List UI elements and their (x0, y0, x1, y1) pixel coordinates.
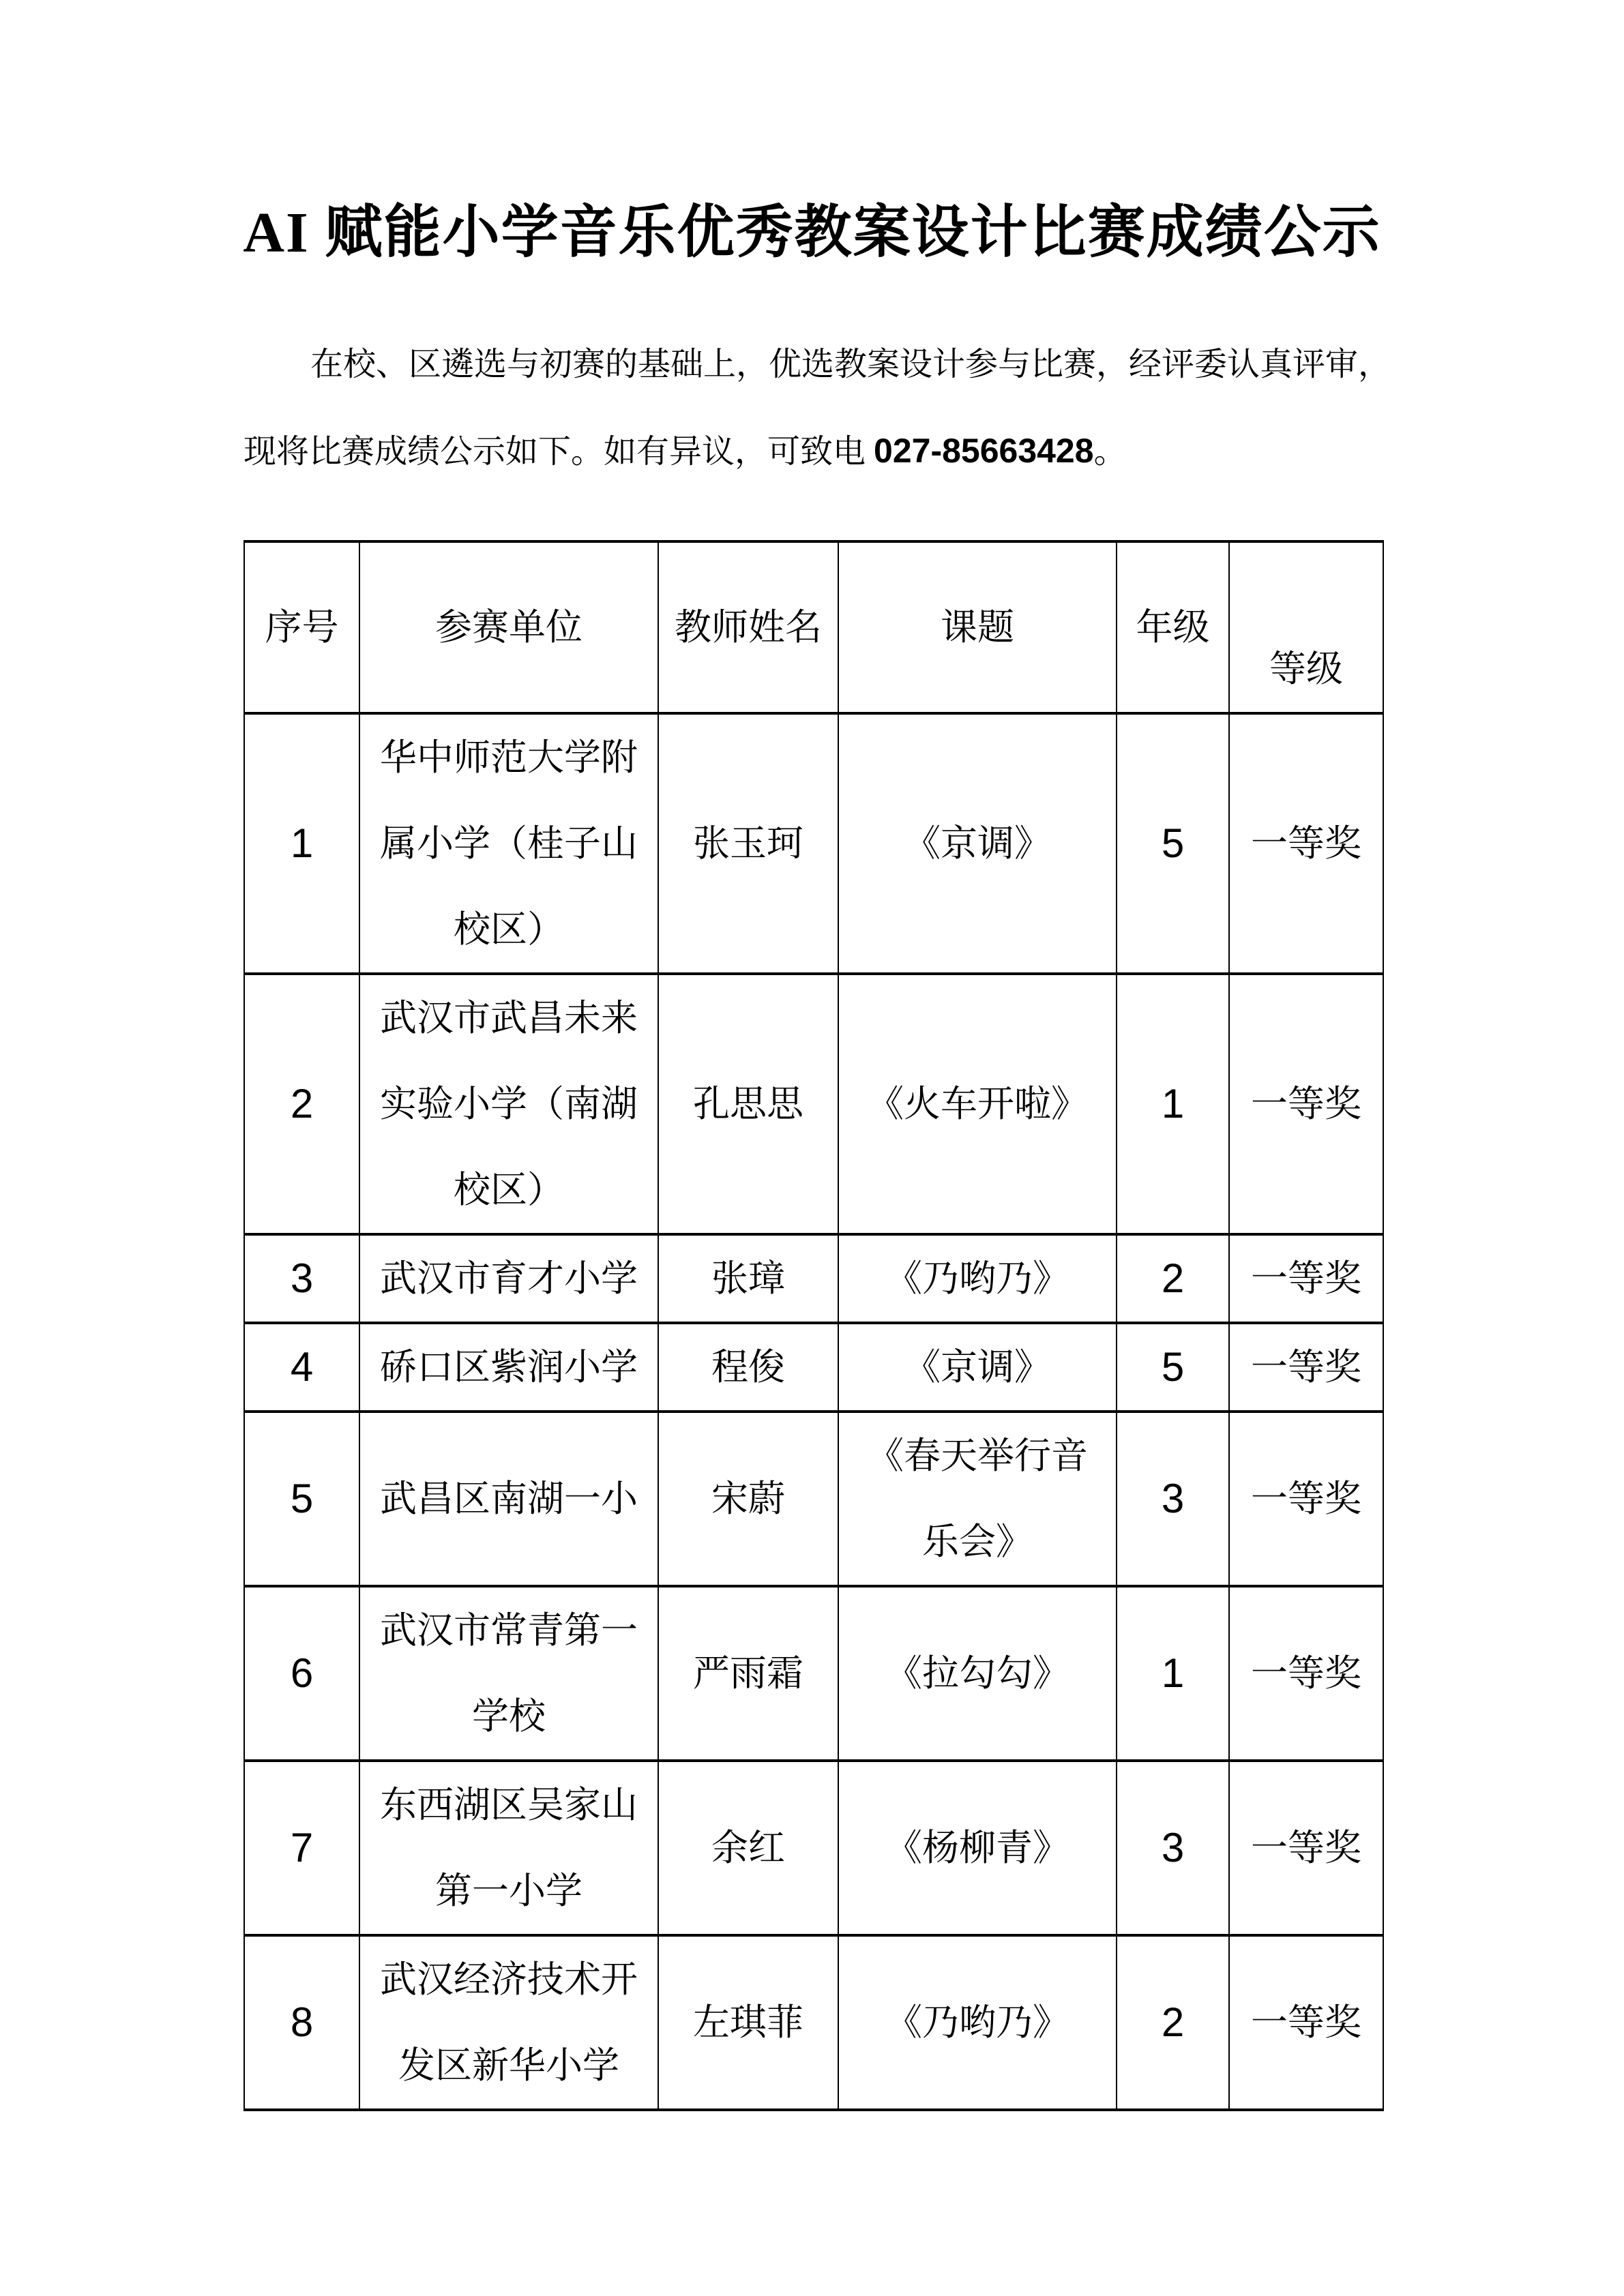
cell-award: 一等奖 (1229, 974, 1383, 1234)
table-header-row (244, 541, 1383, 713)
table-row (244, 1586, 1383, 1761)
cell-teacher: 张璋 (658, 1234, 838, 1323)
intro-line-2-period: 。 (1093, 434, 1127, 470)
cell-topic: 《京调》 (838, 713, 1117, 974)
intro-line-2 (243, 408, 1385, 495)
cell-school: 武汉市育才小学 (359, 1234, 658, 1323)
cell-topic: 《拉勾勾》 (838, 1586, 1117, 1761)
cell-teacher: 宋蔚 (658, 1412, 838, 1586)
cell-grade: 5 (1117, 1323, 1229, 1412)
cell-topic: 《火车开啦》 (838, 974, 1117, 1234)
cell-award: 一等奖 (1229, 1586, 1383, 1761)
cell-grade: 3 (1117, 1761, 1229, 1935)
cell-teacher: 张玉珂 (658, 713, 838, 974)
cell-school: 武汉市常青第一学校 (359, 1586, 658, 1761)
cell-school: 硚口区紫润小学 (359, 1323, 658, 1412)
header-award: 等级 (1229, 541, 1383, 713)
table-row (244, 974, 1383, 1234)
phone-number: 027-85663428 (874, 432, 1094, 470)
cell-no: 3 (244, 1234, 359, 1323)
cell-grade: 2 (1117, 1935, 1229, 2110)
cell-topic: 《乃哟乃》 (838, 1234, 1117, 1323)
cell-no: 7 (244, 1761, 359, 1935)
cell-award: 一等奖 (1229, 713, 1383, 974)
cell-grade: 1 (1117, 1586, 1229, 1761)
cell-award: 一等奖 (1229, 1761, 1383, 1935)
cell-school: 华中师范大学附属小学（桂子山校区） (359, 713, 658, 974)
cell-no: 8 (244, 1935, 359, 2110)
cell-school: 武汉经济技术开发区新华小学 (359, 1935, 658, 2110)
page-title: AI 赋能小学音乐优秀教案设计比赛成绩公示 (243, 201, 1381, 265)
cell-topic: 《杨柳青》 (838, 1761, 1117, 1935)
cell-topic: 《乃哟乃》 (838, 1935, 1117, 2110)
cell-award: 一等奖 (1229, 1234, 1383, 1323)
cell-no: 1 (244, 713, 359, 974)
cell-no: 2 (244, 974, 359, 1234)
table-row (244, 1761, 1383, 1935)
cell-school: 武汉市武昌未来实验小学（南湖校区） (359, 974, 658, 1234)
cell-award: 一等奖 (1229, 1935, 1383, 2110)
cell-no: 5 (244, 1412, 359, 1586)
header-teacher: 教师姓名 (658, 541, 838, 713)
header-school: 参赛单位 (359, 541, 658, 713)
cell-school: 东西湖区吴家山第一小学 (359, 1761, 658, 1935)
cell-topic: 《春天举行音乐会》 (838, 1412, 1117, 1586)
cell-no: 6 (244, 1586, 359, 1761)
table-row (244, 1234, 1383, 1323)
intro-line-2-text: 现将比赛成绩公示如下。如有异议，可致电 (243, 434, 874, 470)
cell-teacher: 左琪菲 (658, 1935, 838, 2110)
intro-line-1: 在校、区遴选与初赛的基础上，优选教案设计参与比赛，经评委认真评审， (310, 346, 1391, 383)
cell-grade: 3 (1117, 1412, 1229, 1586)
intro-paragraph (243, 322, 1391, 495)
cell-award: 一等奖 (1229, 1412, 1383, 1586)
cell-award: 一等奖 (1229, 1323, 1383, 1412)
header-topic: 课题 (838, 541, 1117, 713)
cell-school: 武昌区南湖一小 (359, 1412, 658, 1586)
cell-teacher: 孔思思 (658, 974, 838, 1234)
header-grade: 年级 (1117, 541, 1229, 713)
cell-no: 4 (244, 1323, 359, 1412)
cell-topic: 《京调》 (838, 1323, 1117, 1412)
table-row (244, 713, 1383, 974)
header-no: 序号 (244, 541, 359, 713)
cell-grade: 2 (1117, 1234, 1229, 1323)
cell-teacher: 余红 (658, 1761, 838, 1935)
cell-grade: 5 (1117, 713, 1229, 974)
cell-teacher: 程俊 (658, 1323, 838, 1412)
results-table (243, 540, 1384, 2111)
cell-grade: 1 (1117, 974, 1229, 1234)
cell-teacher: 严雨霜 (658, 1586, 838, 1761)
table-row (244, 1935, 1383, 2110)
table-row (244, 1412, 1383, 1586)
table-row (244, 1323, 1383, 1412)
